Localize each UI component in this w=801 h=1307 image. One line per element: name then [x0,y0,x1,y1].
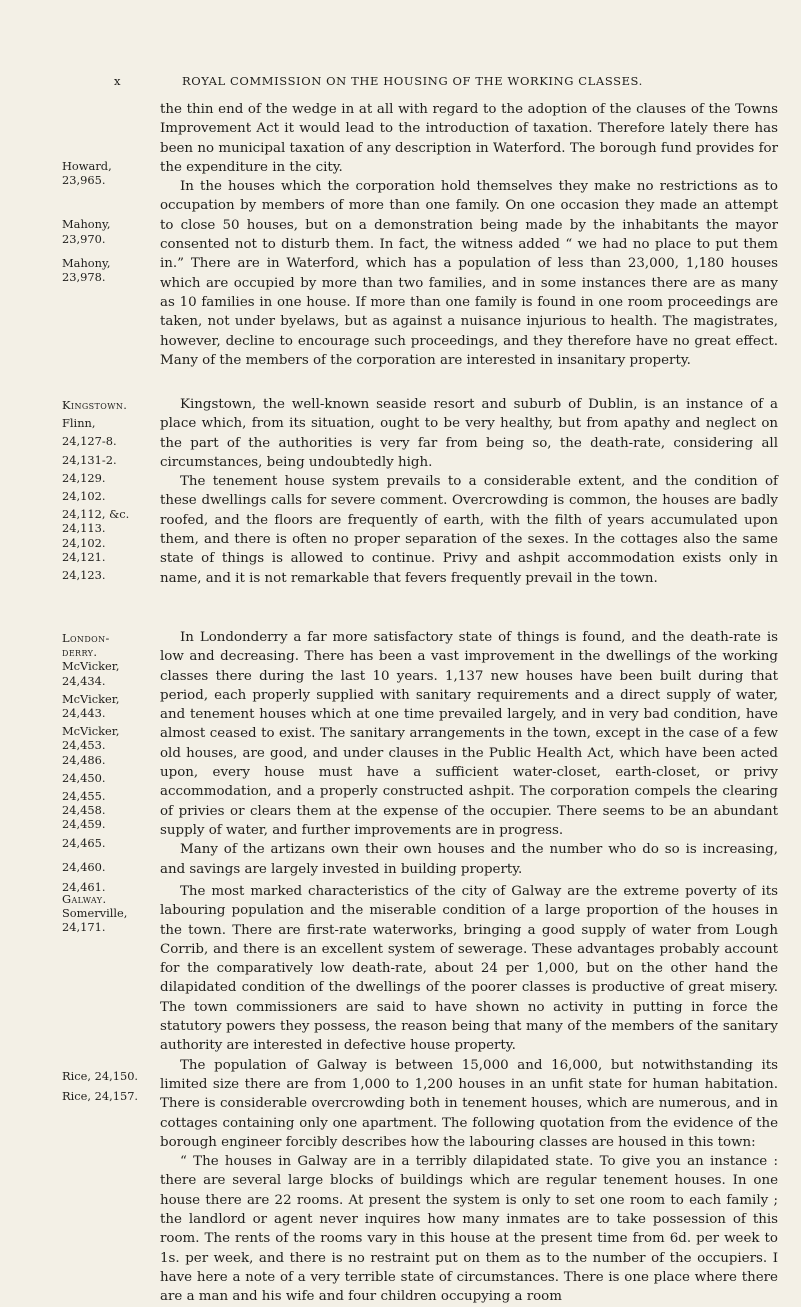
section-londonderry [160,628,778,879]
margin-note: 24,171. [62,920,106,935]
margin-heading: derry. [62,645,98,660]
margin-heading: Galway. [62,892,107,906]
margin-note: Howard, [62,159,112,173]
section-kingstown [160,395,778,588]
margin-notes-londonderry [62,631,158,894]
margin-heading: Kingstown. [62,398,128,412]
margin-note: Somerville, [62,906,128,921]
margin-note: 24,121. [62,549,106,564]
margin-note: 24,458. [62,803,106,818]
margin-note: 24,434. [62,673,106,688]
margin-notes-kingstown [62,398,158,582]
paragraph: The most marked characteristics of the city of Galway are the extreme poverty of its labouring population and the miserable condition of a large proportion of the houses in the town. There are first-rate waterworks, bringing a good supply of water from Lough Corrib, and there is an excellent system of sewerage. These advantages probably account for the comparatively low death-rate, about 24 per 1,000, but on the other hand the dilapidated condition of the dwellings of the poorer classes is productive of great misery. The town commissioners are said to have shown no activity in putting in force the statutory powers they possess, the reason being that many of the members of the sanitary authority are interested in defective house property. [160,884,778,1054]
margin-notes-galway [62,892,158,935]
margin-heading: London- [62,631,110,645]
margin-note: 24,455. [62,789,106,804]
margin-note: 24,112, &c. [62,507,130,522]
page-folio: x [114,74,122,88]
margin-note: 24,113. [62,521,106,536]
margin-notes-waterford [62,159,158,284]
margin-note: 23,978. [62,270,106,285]
paragraph: Kingstown, the well-known seaside resort and suburb of Dublin, is an instance of a place which, from its situation, ought to be very healthy, but from apathy and neglect on the part of the authorities is very far from being so, the death-rate, considering all circumstances, being undoubtedly high. [160,397,778,470]
paragraph: the thin end of the wedge in at all with regard to the adoption of the clauses of the Towns Improvement Act it would lead to the introduction of taxation. Therefore lately there has been no municipal taxation of any description in Waterford. The borough fund provides for the expenditure in the city. [160,102,778,175]
margin-note: McVicker, [62,691,120,706]
margin-note: 24,131-2. [62,452,117,467]
margin-note-rice-157: Rice, 24,157. [62,1089,139,1103]
margin-note: 24,460. [62,859,106,874]
margin-note: 24,465. [62,835,106,850]
section-waterford [160,100,778,370]
margin-note: 24,123. [62,568,106,583]
paragraph: The population of Galway is between 15,000 and 16,000, but notwithstanding its limited size there are from 1,000 to 1,200 houses in an unfit state for human habitation. There is considerable overcrowding both in tenement houses, which are numerous, and in cottages containing only one apartment. The following quotation from the evidence of the borough engineer forcibly describes how the labouring classes are housed in this town: [160,1057,778,1150]
quotation: “ The houses in Galway are in a terribly dilapidated state. To give you an instance : there are several large blocks of buildings which are regular tenement houses. In one house there are 22 rooms. At present the system is only to set one room to each family ; the landlord or agent never inquires how many inmates are to take possession of this room. The rents of the rooms vary in this house at the present time from 6d. per week to 1s. per week, and there is no restraint put on them as to the number of the occupiers. I have here a note of a very terrible state of circumstances. There is one place where there are a man and his wife and four children occupying a room [160,1154,778,1305]
margin-note: 23,965. [62,173,106,188]
margin-note: 24,486. [62,752,106,767]
running-title: ROYAL COMMISSION ON THE HOUSING OF THE WORKING CLASSES. [182,74,643,88]
margin-note: 24,102. [62,535,106,550]
margin-note: 24,450. [62,770,106,785]
margin-note-rice-150: Rice, 24,150. [62,1069,139,1083]
margin-note: Mahony, [62,217,111,232]
margin-note: 24,453. [62,738,106,753]
section-galway [160,882,778,1307]
paragraph: Many of the artizans own their own houses and the number who do so is increasing, and savings are largely invested in building property. [160,842,778,877]
paragraph: In the houses which the corporation hold themselves they make no restrictions as to occupation by members of more than one family. On one occasion they made an attempt to close 50 houses, but on a demonstration being made by the inhabitants the mayor consented not to disturb them. In fact, the witness added “ we had no place to put them in.” There are in Waterford, which has a population of less than 23,000, 1,180 houses which are occupied by more than two families, and in some instances there are as many as 10 families in one house. If more than one family is found in one room proceedings are taken, not under byelaws, but as against a nuisance injurious to health. The magistrates, however, decline to encourage such proceedings, and they therefore have no great effect. Many of the members of the corporation are interested in insanitary property. [160,179,778,368]
margin-note: McVicker, [62,724,120,739]
paragraph: The tenement house system prevails to a considerable extent, and the condition of these dwellings calls for severe comment. Overcrowding is common, the houses are badly roofed, and the floors are frequently of earth, with the filth of years accumulated upon them, and there is often no proper separation of the sexes. In the cottages also the same state of things is allowed to continue. Privy and ashpit accommodation exists only in name, and it is not remarkable that fevers frequently prevail in the town. [160,474,778,586]
margin-note: Flinn, [62,416,96,431]
margin-note: 24,461. [62,880,106,895]
margin-note: 24,127-8. [62,434,117,449]
margin-note: 24,443. [62,706,106,721]
margin-note: 24,129. [62,470,106,485]
margin-note: 24,459. [62,817,106,832]
margin-note: Mahony, [62,255,111,270]
margin-note: McVicker, [62,659,120,674]
paragraph: In Londonderry a far more satisfactory state of things is found, and the death-rate is low and decreasing. There has been a vast improvement in the dwellings of the working classes there during the last 10 years. 1,137 new houses have been built during that period, each properly supplied with sanitary requirements and a direct supply of water, and tenement houses which at one time prevailed largely, and in very bad condition, have almost ceased to exist. The sanitary arrangements in the town, except in the case of a few old houses, are good, and under clauses in the Public Health Act, which have been acted upon, every house must have a sufficient water-closet, earth-closet, or privy accommodation, and a properly constructed ashpit. The corporation compels the clearing of privies or clears them at the expense of the occupier. There seems to be an abundant supply of water, and further improvements are in progress. [160,630,778,838]
margin-note: 23,970. [62,231,106,246]
margin-note: 24,102. [62,489,106,504]
